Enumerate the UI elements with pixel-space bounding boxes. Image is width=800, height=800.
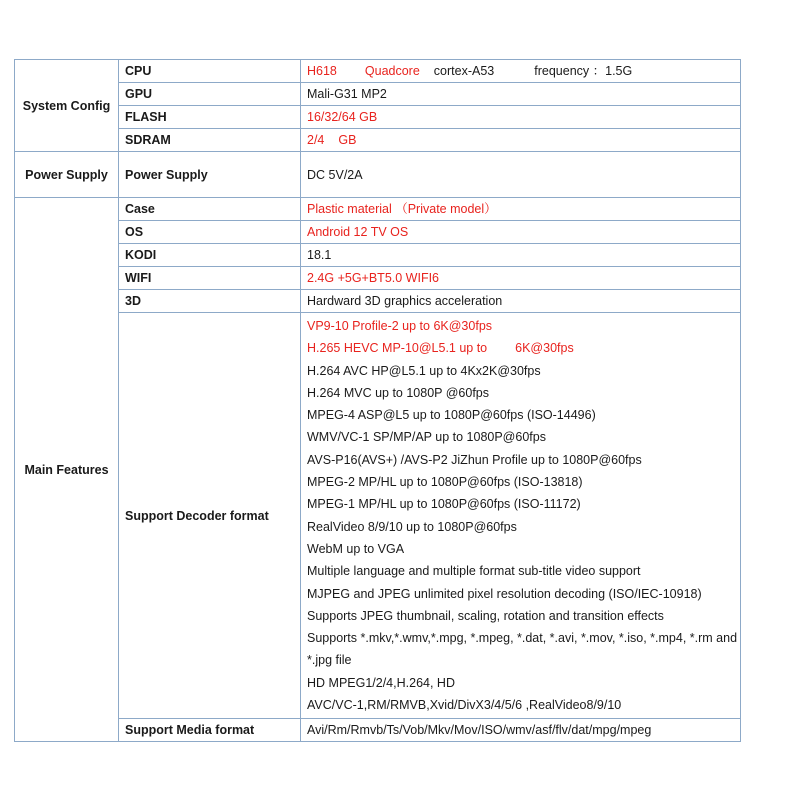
decoder-format-list	[301, 313, 741, 719]
wifi-label: WIFI	[119, 267, 301, 290]
decoder-line-2-text: H.265 HEVC MP-10@L5.1 up to	[307, 341, 488, 356]
decoder-line: MPEG-1 MP/HL up to 1080P@60fps (ISO-11172)	[307, 497, 581, 512]
flash-value: 16/32/64 GB	[301, 106, 741, 129]
table-row	[15, 244, 741, 267]
spec-sheet	[14, 59, 740, 742]
decoder-line-2-suffix: 6K@30fps	[515, 341, 574, 356]
cpu-cores: Quadcore	[364, 64, 420, 78]
cpu-value	[301, 60, 741, 83]
table-row	[15, 60, 741, 83]
decoder-line: *.jpg file	[307, 653, 352, 668]
table-row	[15, 267, 741, 290]
decoder-line: MJPEG and JPEG unlimited pixel resolution decoding (ISO/IEC-10918)	[307, 586, 702, 601]
table-row	[15, 83, 741, 106]
spec-table	[14, 59, 741, 742]
case-label: Case	[119, 198, 301, 221]
table-row	[15, 221, 741, 244]
cpu-chip: H618	[307, 64, 337, 78]
decoder-line: RealVideo 8/9/10 up to 1080P@60fps	[307, 519, 517, 534]
flash-label: FLASH	[119, 106, 301, 129]
table-row	[15, 198, 741, 221]
decoder-line	[307, 337, 734, 359]
sdram-label: SDRAM	[119, 129, 301, 152]
3d-label: 3D	[119, 290, 301, 313]
power-supply-value: DC 5V/2A	[301, 152, 741, 198]
group-system-config: System Config	[15, 60, 119, 152]
os-value: Android 12 TV OS	[301, 221, 741, 244]
table-row	[15, 719, 741, 742]
cpu-label: CPU	[119, 60, 301, 83]
decoder-line: MPEG-4 ASP@L5 up to 1080P@60fps (ISO-14496)	[307, 408, 596, 423]
wifi-value: 2.4G +5G+BT5.0 WIFI6	[301, 267, 741, 290]
decoder-line: HD MPEG1/2/4,H.264, HD	[307, 675, 455, 690]
decoder-line: MPEG-2 MP/HL up to 1080P@60fps (ISO-13818)	[307, 475, 583, 490]
decoder-line: AVS-P16(AVS+) /AVS-P2 JiZhun Profile up to 1080P@60fps	[307, 452, 642, 467]
table-row	[15, 152, 741, 198]
table-row	[15, 313, 741, 719]
3d-value: Hardward 3D graphics acceleration	[301, 290, 741, 313]
kodi-value: 18.1	[301, 244, 741, 267]
cpu-arch: cortex-A53	[433, 64, 495, 78]
gpu-value: Mali-G31 MP2	[301, 83, 741, 106]
decoder-line: WebM up to VGA	[307, 541, 405, 556]
power-supply-label: Power Supply	[119, 152, 301, 198]
decoder-line: WMV/VC-1 SP/MP/AP up to 1080P@60fps	[307, 430, 546, 445]
decoder-line: Supports *.mkv,*.wmv,*.mpg, *.mpeg, *.dat, *.avi, *.mov, *.iso, *.mp4, *.rm and	[307, 631, 738, 646]
kodi-label: KODI	[119, 244, 301, 267]
sdram-unit: GB	[338, 133, 357, 147]
table-row	[15, 129, 741, 152]
decoder-line: H.264 AVC HP@L5.1 up to 4Kx2K@30fps	[307, 363, 541, 378]
media-format-value: Avi/Rm/Rmvb/Ts/Vob/Mkv/Mov/ISO/wmv/asf/flv/dat/mpg/mpeg	[301, 719, 741, 742]
os-label: OS	[119, 221, 301, 244]
group-power-supply: Power Supply	[15, 152, 119, 198]
media-format-label: Support Media format	[119, 719, 301, 742]
decoder-line: Supports JPEG thumbnail, scaling, rotation and transition effects	[307, 608, 664, 623]
sdram-value	[301, 129, 741, 152]
table-row	[15, 290, 741, 313]
sdram-size: 2/4	[307, 133, 325, 147]
gpu-label: GPU	[119, 83, 301, 106]
decoder-format-label: Support Decoder format	[119, 313, 301, 719]
decoder-line: Multiple language and multiple format sub-title video support	[307, 564, 641, 579]
decoder-line: H.264 MVC up to 1080P @60fps	[307, 385, 490, 400]
decoder-line: VP9-10 Profile-2 up to 6K@30fps	[307, 319, 493, 333]
cpu-frequency: frequency ：1.5G	[534, 64, 633, 78]
case-value: Plastic material （Private model）	[301, 198, 741, 221]
decoder-line: AVC/VC-1,RM/RMVB,Xvid/DivX3/4/5/6 ,RealVideo8/9/10	[307, 698, 622, 713]
table-row	[15, 106, 741, 129]
group-main-features: Main Features	[15, 198, 119, 742]
